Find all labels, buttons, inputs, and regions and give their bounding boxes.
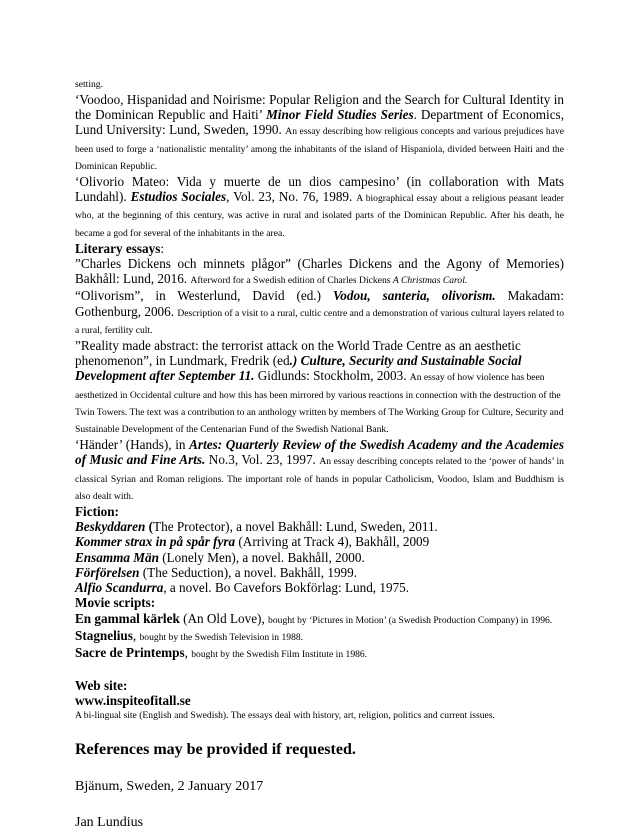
fiction-item: Ensamma Män (Lonely Men), a novel. Bakhåll, 2000. xyxy=(75,549,365,565)
literary-entry-wtc xyxy=(75,338,564,437)
entry-description: An essay describing concepts related to the ‘power of hands’ in classical Syrian and Roman religions. The important role of hands in popular Catholicism, Voodoo, Islam and Buddhism is also dealt with. xyxy=(75,456,564,502)
essay-entry-voodoo xyxy=(75,92,564,174)
movie-item: Sacre de Printemps, bought by the Swedish Film Institute in 1986. xyxy=(75,644,368,660)
literary-entry-hander xyxy=(75,437,564,504)
literary-entry-olivorism xyxy=(75,288,564,338)
journal-title: Estudios Sociales xyxy=(130,189,227,205)
essay-title: ‘Voodoo, Hispanidad and Noirisme: Popular Religion and the Search for Cultural Identity in the Dominican Republic and Haiti’ xyxy=(75,92,564,123)
fiction-item: Förförelsen (The Seduction), a novel. Bakhåll, 1999. xyxy=(75,564,358,580)
publication-info: No.3, Vol. 23, 1997. xyxy=(205,452,320,468)
journal-title: Artes: Quarterly Review of the Swedish Academy and the Academies of Music and Fine Arts. xyxy=(75,437,564,468)
publication-info: Gidlunds: Stockholm, 2003. xyxy=(254,368,410,384)
website-description: A bi-lingual site (English and Swedish). The essays deal with history, art, religion, politics and current issues. xyxy=(75,709,495,721)
entry-description: An essay of how violence has been aesthetized in Occidental culture and how this has been mirrored by various reactions in connection with the destruction of the Twin Towers. The text was a contribution to an anthology written by members of The Working Group for Culture, Security and Sustainable Development of the Centenarian Fund of the Swedish National Bank. xyxy=(75,372,564,436)
essay-description: A biographical essay about a religious peasant leader who, at the beginning of this century, was active in rural and isolated parts of the Dominican Republic. After his death, he became a god for several of the inhabitants in the area. xyxy=(75,193,564,239)
place-and-date: Bjänum, Sweden, 2 January 2017 xyxy=(75,778,264,794)
fiction-item: Alfio Scandurra, a novel. Bo Cavefors Bokförlag: Lund, 1975. xyxy=(75,580,410,596)
entry-prefix: “Olivorism”, in Westerlund, David (ed.) xyxy=(75,288,333,304)
literary-entry-dickens xyxy=(75,256,564,288)
entry-description: Description of a visit to a rural, cultic centre and a demonstration of various cultural layers related to a rural, fertility cult. xyxy=(75,307,565,336)
movie-item: Stagnelius, bought by the Swedish Television in 1988. xyxy=(75,627,304,643)
author-name: Jan Lundius xyxy=(75,814,144,830)
book-title: .) Culture, Security and Sustainable Social Development after September 11. xyxy=(75,353,522,384)
movie-item: En gammal kärlek (An Old Love), bought by ‘Pictures in Motion’ (a Swedish Production Company) in 1996. xyxy=(75,610,553,626)
essay-description: An essay describing how religious concepts and various prejudices have been used to forge a ‘nationalistic mentality’ among the inhabitants of the island of Hispaniola, divided between Haiti and the Dominican Republic. xyxy=(75,126,565,172)
fiction-item: Kommer strax in på spår fyra (Arriving at Track 4), Bakhåll, 2009 xyxy=(75,534,430,550)
publication-info: Makadam: Gothenburg, 2006. xyxy=(75,288,564,319)
entry-description: Afterword for a Swedish edition of Charles Dickens xyxy=(190,275,393,287)
publication-info: , Vol. 23, No. 76, 1989. xyxy=(226,189,357,205)
cv-content xyxy=(75,78,564,832)
essay-title: ‘Olivorio Mateo: Vida y muerte de un dios campesino’ (in collaboration with Mats Lundahl). xyxy=(75,174,564,205)
literary-essays-heading: Literary essays: xyxy=(75,240,165,256)
references-note: References may be provided if requested. xyxy=(75,740,356,758)
entry-prefix: ”Reality made abstract: the terrorist attack on the World Trade Centre as an aesthetic phenomenon”, in Lundmark, Fredrik (ed xyxy=(75,338,521,369)
movie-scripts-heading: Movie scripts: xyxy=(75,595,156,611)
website-url: www.inspiteofitall.se xyxy=(75,693,191,709)
essay-entry-olivorio xyxy=(75,174,564,241)
entry-prefix: ‘Händer’ (Hands), in xyxy=(75,437,190,453)
continued-text: setting. xyxy=(75,79,103,90)
series-title: Minor Field Studies Series xyxy=(266,107,414,123)
entry-title: ”Charles Dickens och minnets plågor” (Charles Dickens and the Agony of Memories) Bakhåll: Lund, 2016. xyxy=(75,256,564,287)
book-title: Vodou, santeria, olivorism. xyxy=(332,288,496,304)
fiction-item: Beskyddaren (The Protector), a novel Bakhåll: Lund, Sweden, 2011. xyxy=(75,519,438,535)
fiction-heading: Fiction: xyxy=(75,504,119,520)
website-heading: Web site: xyxy=(75,678,128,694)
publication-info: . Department of Economics, Lund University: Lund, Sweden, 1990. xyxy=(75,107,564,138)
book-title: A Christmas Carol. xyxy=(392,275,468,287)
